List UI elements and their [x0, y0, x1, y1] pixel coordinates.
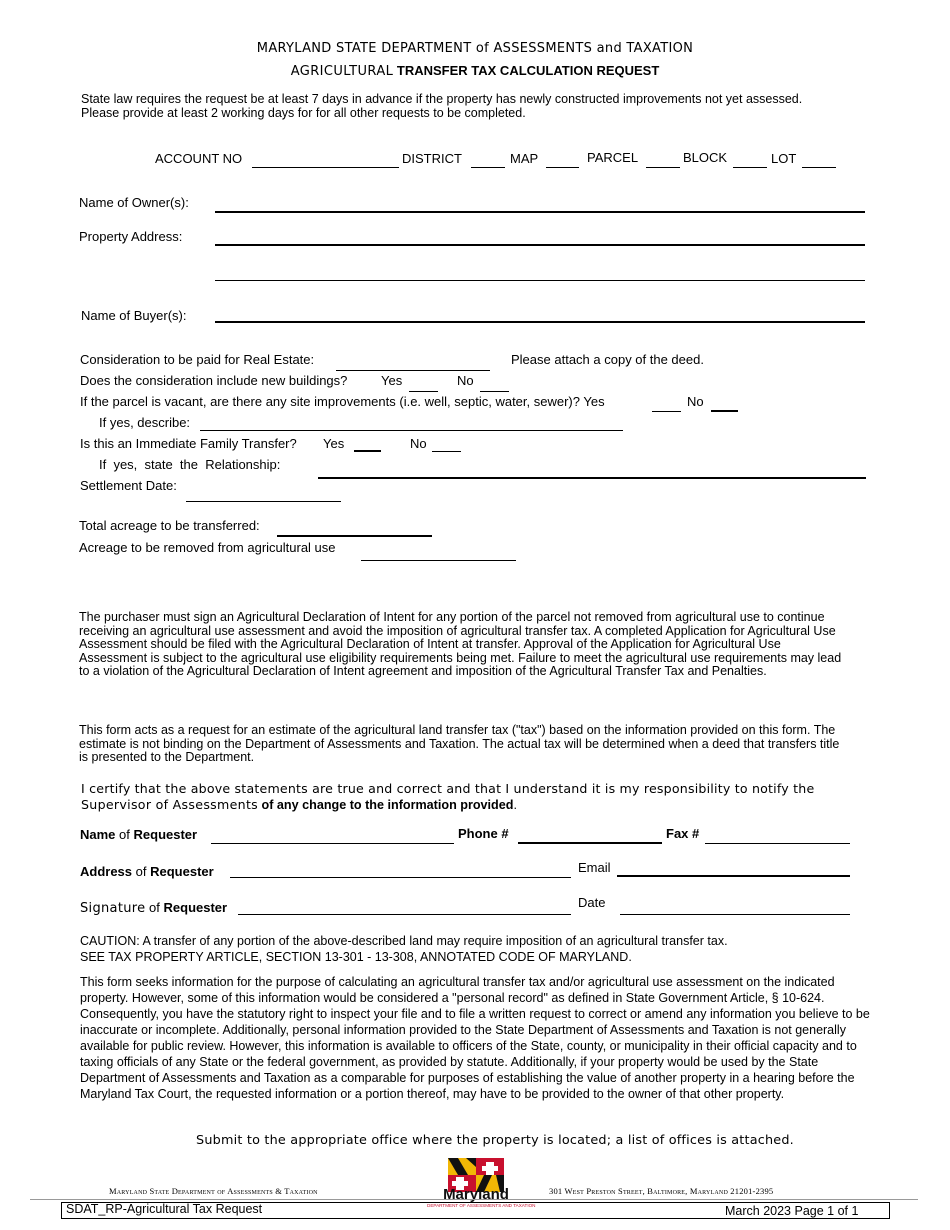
- consideration-label: Consideration to be paid for Real Estate:: [80, 352, 315, 367]
- requester-address-label: [80, 864, 214, 879]
- signature-label: [80, 900, 227, 916]
- settlement-field[interactable]: [186, 487, 341, 502]
- fax-label-text: Fax #: [666, 826, 700, 841]
- requester-word-2: Requester: [150, 864, 214, 879]
- map-label: MAP: [510, 151, 539, 166]
- submit-note: Submit to the appropriate office where the property is located; a list of offices is attached.: [196, 1133, 794, 1148]
- new-buildings-yes-label: Yes: [381, 373, 403, 388]
- vacant-no-field[interactable]: [711, 397, 738, 412]
- fax-field[interactable]: [705, 828, 850, 844]
- address-field-1[interactable]: [215, 230, 865, 246]
- buyer-field[interactable]: [215, 306, 865, 323]
- form-id: SDAT_RP-Agricultural Tax Request: [66, 1202, 263, 1216]
- owner-field[interactable]: [215, 196, 865, 213]
- new-buildings-yes-field[interactable]: [409, 377, 438, 392]
- caution-line-1: CAUTION: A transfer of any portion of the above-described land may require imposition of an agricultural transfer tax.: [80, 934, 728, 948]
- signature-field[interactable]: [238, 899, 571, 915]
- phone-label-text: Phone #: [458, 826, 509, 841]
- estimate-paragraph: This form acts as a request for an estimate of the agricultural land transfer tax ("tax") based on the information provided on this form. The estimate is not binding on the Department of Assessments and Taxation. The actual tax will be determined when a deed that transfers title is presented to the Department.: [79, 723, 840, 765]
- certify-line-2: [81, 797, 517, 812]
- vacant-label: If the parcel is vacant, are there any site improvements (i.e. well, septic, water, sewer)? Yes: [80, 394, 605, 409]
- district-field[interactable]: [471, 152, 505, 168]
- logo-subtext: DEPARTMENT OF ASSESSMENTS AND TAXATION: [427, 1203, 536, 1208]
- family-no-field[interactable]: [432, 438, 461, 452]
- form-agency-title: MARYLAND STATE DEPARTMENT of ASSESSMENTS and TAXATION: [256, 41, 694, 56]
- declaration-paragraph: The purchaser must sign an Agricultural Declaration of Intent for any portion of the parcel not removed from agricultural use to continue receiving an agricultural use assessment and avoid the imposition of agricultural transfer tax. A completed Application for Agricultural Use Assessment should be filed with the Agricultural Declaration of Intent at transfer. Approval of the Application for Agricultural Use Assessment is subject to the agricultural use eligibility requirements being met. Failure to meet the agricultural use requirements may lead to a violation of the Agricultural Declaration of Intent agreement and imposition of the Agricultural Transfer Tax and Penalties.: [79, 610, 842, 679]
- attach-deed-note: Please attach a copy of the deed.: [511, 352, 704, 367]
- certify-period: .: [513, 798, 517, 812]
- requester-address-field[interactable]: [230, 862, 571, 878]
- total-acreage-field[interactable]: [277, 522, 432, 537]
- certify-supervisor: Supervisor of Assessments: [81, 797, 259, 812]
- footer-org: Maryland State Department of Assessments & Taxation: [109, 1186, 318, 1196]
- new-buildings-no-field[interactable]: [480, 377, 509, 392]
- name-word: Name: [80, 827, 116, 842]
- settlement-label: Settlement Date:: [80, 478, 177, 493]
- parcel-label: PARCEL: [587, 150, 639, 165]
- page-info: March 2023 Page 1 of 1: [725, 1204, 859, 1218]
- district-label: DISTRICT: [402, 151, 462, 166]
- describe-label: If yes, describe:: [99, 415, 191, 430]
- certify-bold: of any change to the information provided: [261, 798, 514, 812]
- requester-word-3: Requester: [163, 900, 228, 915]
- date-label: Date: [578, 895, 606, 910]
- new-buildings-label: Does the consideration include new buildings?: [80, 373, 348, 388]
- requester-name-field[interactable]: [211, 828, 454, 844]
- map-field[interactable]: [546, 152, 579, 168]
- describe-field[interactable]: [200, 416, 623, 431]
- account-no-label: ACCOUNT NO: [155, 151, 243, 166]
- acreage-removed-label: Acreage to be removed from agricultural use: [79, 540, 336, 555]
- lot-field[interactable]: [802, 152, 836, 168]
- acreage-removed-field[interactable]: [361, 546, 516, 561]
- phone-label: [458, 826, 509, 841]
- requester-word: Requester: [133, 827, 198, 842]
- family-yes-field[interactable]: [354, 438, 381, 452]
- block-field[interactable]: [733, 152, 767, 168]
- address-word: Address: [80, 864, 133, 879]
- vacant-no-label: No: [687, 394, 704, 409]
- vacant-yes-field[interactable]: [652, 397, 681, 412]
- family-yes-label: Yes: [323, 436, 345, 451]
- email-field[interactable]: [617, 862, 850, 877]
- title-bold: TRANSFER TAX CALCULATION REQUEST: [396, 63, 660, 78]
- family-no-label: No: [410, 436, 427, 451]
- title-prefix: AGRICULTURAL: [290, 64, 394, 79]
- relationship-field[interactable]: [318, 464, 866, 479]
- requester-name-label: [80, 827, 197, 842]
- email-label: Email: [578, 860, 611, 875]
- signature-word: Signature: [80, 901, 146, 916]
- fax-label: [666, 826, 699, 841]
- owner-label: Name of Owner(s):: [79, 195, 189, 210]
- of-word-3: of: [149, 900, 160, 915]
- caution-line-2: SEE TAX PROPERTY ARTICLE, SECTION 13-301 - 13-308, ANNOTATED CODE OF MARYLAND.: [80, 950, 632, 964]
- address-field-2[interactable]: [215, 265, 865, 281]
- buyer-label: Name of Buyer(s):: [81, 308, 187, 323]
- form-title: [0, 63, 950, 79]
- lot-label: LOT: [771, 151, 797, 166]
- address-label: Property Address:: [79, 229, 183, 244]
- intro-text: State law requires the request be at least 7 days in advance if the property has newly constructed improvements not yet assessed. Please provide at least 2 working days for for all other requests to be completed.: [81, 92, 803, 120]
- certify-line-1: I certify that the above statements are true and correct and that I understand it is my responsibility to notify the: [81, 781, 815, 796]
- family-transfer-label: Is this an Immediate Family Transfer?: [80, 436, 297, 451]
- footer-rule: [30, 1199, 918, 1200]
- parcel-field[interactable]: [646, 152, 680, 168]
- logo-word: Maryland: [443, 1186, 509, 1203]
- privacy-notice: This form seeks information for the purpose of calculating an agricultural transfer tax and/or agricultural use assessment on the indicated property. However, some of this information would be considered a "personal record" as defined in State Government Article, § 10-624. Consequently, you have the statutory right to inspect your file and to file a written request to correct or amend any information you believe to be inaccurate or incomplete. Additionally, personal information provided to the State Department of Assessments and Taxation is not generally available for public review. However, this information is available to officers of the State, county, or municipality in their official capacity and to taxing officials of any State or the federal government, as provided by statute. Additionally, if your property would be used by the State Department of Assessments and Taxation as a comparable for purposes of establishing the value of another property in a hearing before the Maryland Tax Court, the requested information or a portion thereof, may have to be provided to the owner of that other property.: [80, 975, 870, 1101]
- of-word-2: of: [135, 864, 147, 879]
- date-field[interactable]: [620, 899, 850, 915]
- total-acreage-label: Total acreage to be transferred:: [79, 518, 260, 533]
- phone-field[interactable]: [518, 828, 662, 844]
- relationship-label: If yes, state the Relationship:: [99, 457, 281, 472]
- block-label: BLOCK: [683, 150, 728, 165]
- new-buildings-no-label: No: [457, 373, 474, 388]
- of-word: of: [119, 827, 130, 842]
- footer-address: 301 West Preston Street, Baltimore, Maryland 21201-2395: [549, 1186, 774, 1196]
- account-no-field[interactable]: [252, 152, 399, 168]
- consideration-field[interactable]: [336, 356, 490, 371]
